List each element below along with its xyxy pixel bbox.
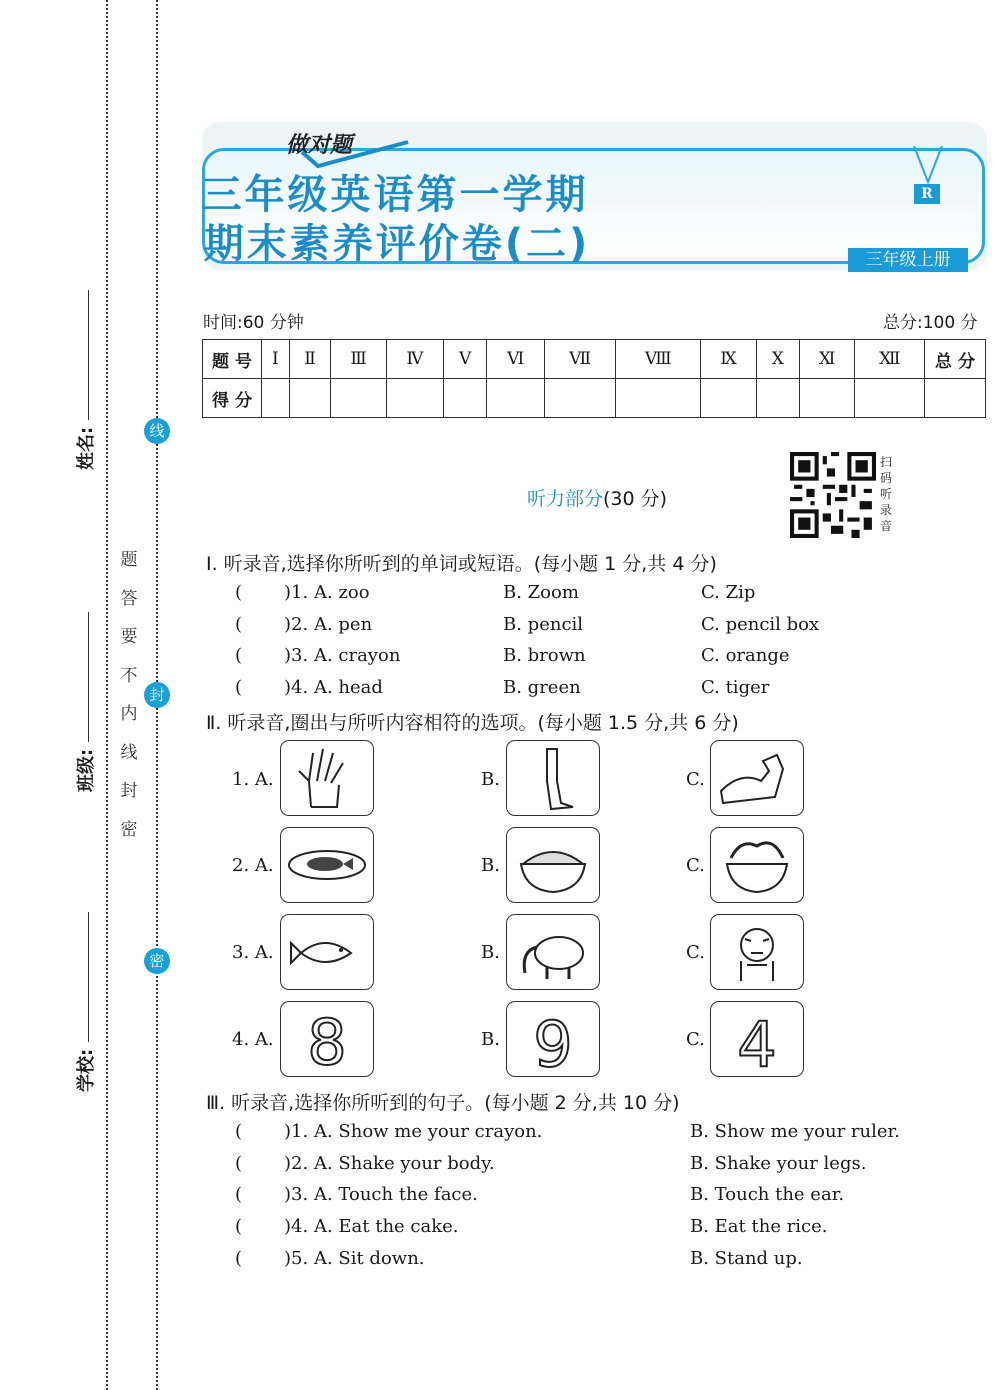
listening-section-title: 听力部分(30 分) — [527, 488, 668, 510]
q1-item-4: ( )4. A. head — [235, 677, 383, 698]
q2-item-label: 2. A. — [232, 855, 274, 876]
seal-line-badge: 线 — [144, 418, 170, 444]
q1-option-c: C. orange — [701, 645, 790, 666]
ribbon-icon — [908, 146, 948, 186]
q3-option-b: B. Show me your ruler. — [690, 1121, 900, 1142]
q1-option-b: B. brown — [503, 645, 586, 666]
col-header: Ⅱ — [289, 340, 331, 379]
q3-item-3: ( )3. A. Touch the face. — [235, 1184, 478, 1205]
score-cell[interactable] — [756, 379, 799, 418]
q1-option-c: C. Zip — [701, 582, 756, 603]
tiger-icon[interactable] — [710, 914, 804, 990]
score-cell[interactable] — [331, 379, 386, 418]
q2-item-label: 4. A. — [232, 1029, 274, 1050]
score-table-header-row — [203, 340, 986, 379]
noodles-bowl-icon[interactable] — [710, 827, 804, 903]
score-cell[interactable] — [289, 379, 331, 418]
leg-icon[interactable] — [506, 740, 600, 816]
digit-8: 8 — [307, 1006, 347, 1076]
fish-dish-icon[interactable] — [280, 827, 374, 903]
col-header: Ⅴ — [443, 340, 487, 379]
fish-icon[interactable] — [280, 914, 374, 990]
score-cell[interactable] — [701, 379, 756, 418]
q3-item-2: ( )2. A. Shake your body. — [235, 1153, 495, 1174]
q3-heading: Ⅲ. 听录音,选择你所听到的句子。(每小题 2 分,共 10 分) — [206, 1092, 680, 1114]
r-tag: R — [914, 184, 940, 204]
col-header: Ⅺ — [799, 340, 855, 379]
q2-option-c: C. — [686, 855, 705, 876]
col-header: Ⅷ — [616, 340, 701, 379]
brand-logo: 做对题 — [286, 133, 353, 158]
q3-option-b: B. Stand up. — [690, 1248, 803, 1269]
col-header-total: 总 分 — [925, 340, 986, 379]
number-8-icon[interactable] — [280, 1001, 374, 1077]
digit-4: 4 — [737, 1008, 777, 1076]
q1-option-b: B. green — [503, 677, 581, 698]
time-limit: 时间:60 分钟 — [203, 313, 304, 333]
secret-badge: 密 — [144, 948, 170, 974]
q2-item-label: 3. A. — [232, 942, 274, 963]
qr-code-icon[interactable] — [790, 452, 876, 538]
score-cell[interactable] — [616, 379, 701, 418]
col-header: Ⅵ — [487, 340, 544, 379]
score-label: 得 分 — [203, 379, 262, 418]
q1-option-c: C. pencil box — [701, 614, 820, 635]
q1-heading: Ⅰ. 听录音,选择你所听到的单词或短语。(每小题 1 分,共 4 分) — [206, 553, 717, 575]
name-label: 姓名: — [76, 426, 97, 470]
score-cell[interactable] — [443, 379, 487, 418]
q1-option-b: B. Zoom — [503, 582, 579, 603]
q1-option-b: B. pencil — [503, 614, 584, 635]
school-label: 学校: — [76, 1048, 97, 1092]
q3-option-b: B. Touch the ear. — [690, 1184, 845, 1205]
q2-option-b: B. — [481, 942, 500, 963]
exam-title-line1: 三年级英语第一学期 — [201, 172, 589, 218]
q2-item-label: 1. A. — [232, 769, 274, 790]
score-cell[interactable] — [799, 379, 855, 418]
class-field[interactable] — [88, 612, 89, 742]
number-9-icon[interactable] — [506, 1001, 600, 1077]
hand-icon[interactable] — [280, 740, 374, 816]
score-cell[interactable] — [262, 379, 290, 418]
col-header: Ⅲ — [331, 340, 386, 379]
q1-option-c: C. tiger — [701, 677, 770, 698]
col-header: Ⅸ — [701, 340, 756, 379]
q3-item-1: ( )1. A. Show me your crayon. — [235, 1121, 543, 1142]
qr-caption: 扫码听录音 — [880, 455, 893, 533]
question-number-label: 题 号 — [203, 340, 262, 379]
q1-item-1: ( )1. A. zoo — [235, 582, 370, 603]
digit-9: 9 — [533, 1008, 573, 1076]
q2-option-b: B. — [481, 1029, 500, 1050]
col-header: Ⅹ — [756, 340, 799, 379]
rice-bowl-icon[interactable] — [506, 827, 600, 903]
score-table-score-row — [203, 379, 986, 418]
q2-option-c: C. — [686, 942, 705, 963]
school-field[interactable] — [88, 912, 89, 1042]
grade-tag: 三年级上册 — [848, 248, 968, 272]
seal-badge: 封 — [144, 682, 170, 708]
number-4-icon[interactable] — [710, 1001, 804, 1077]
col-header: Ⅳ — [386, 340, 443, 379]
q2-option-c: C. — [686, 1029, 705, 1050]
score-cell[interactable] — [487, 379, 544, 418]
q1-item-2: ( )2. A. pen — [235, 614, 373, 635]
q2-heading: Ⅱ. 听录音,圈出与所听内容相符的选项。(每小题 1.5 分,共 6 分) — [206, 712, 739, 734]
q3-item-5: ( )5. A. Sit down. — [235, 1248, 425, 1269]
score-cell[interactable] — [544, 379, 615, 418]
no-answer-warning: 题 答 要 不 内 线 封 密 — [120, 550, 138, 840]
score-table — [202, 339, 986, 418]
exam-title-line2: 期末素养评价卷(二) — [203, 221, 591, 267]
q3-option-b: B. Eat the rice. — [690, 1216, 828, 1237]
q2-option-b: B. — [481, 855, 500, 876]
q2-option-b: B. — [481, 769, 500, 790]
col-header: Ⅶ — [544, 340, 615, 379]
score-cell-total[interactable] — [925, 379, 986, 418]
elephant-icon[interactable] — [506, 914, 600, 990]
score-cell[interactable] — [855, 379, 925, 418]
class-label: 班级: — [76, 748, 97, 792]
score-cell[interactable] — [386, 379, 443, 418]
col-header: Ⅰ — [262, 340, 290, 379]
col-header: Ⅻ — [855, 340, 925, 379]
arm-icon[interactable] — [710, 740, 804, 816]
q3-option-b: B. Shake your legs. — [690, 1153, 867, 1174]
total-score: 总分:100 分 — [883, 313, 978, 333]
q2-option-c: C. — [686, 769, 705, 790]
name-field[interactable] — [88, 290, 89, 420]
q1-item-3: ( )3. A. crayon — [235, 645, 401, 666]
q3-item-4: ( )4. A. Eat the cake. — [235, 1216, 459, 1237]
